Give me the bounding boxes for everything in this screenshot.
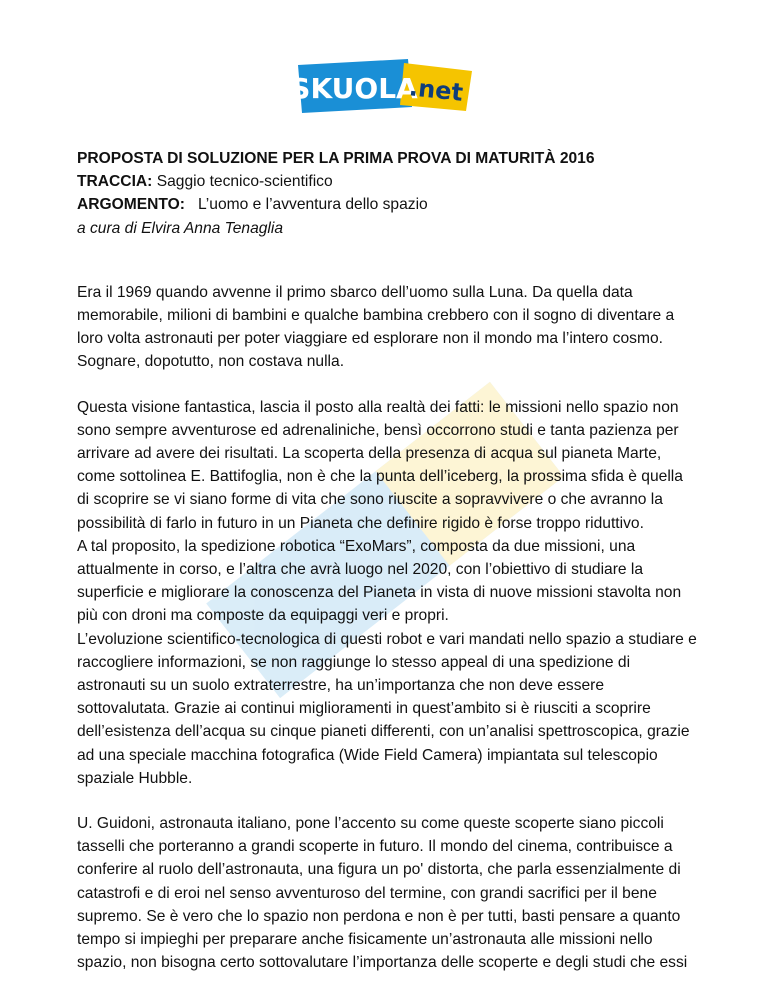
text-line: A tal proposito, la spedizione robotica “ExoMars”, composta da due missioni, una bbox=[77, 537, 636, 555]
traccia-line bbox=[77, 170, 707, 193]
argomento-label: ARGOMENTO: bbox=[77, 196, 185, 214]
argomento-line bbox=[77, 193, 707, 216]
text-line: Era il 1969 quando avvenne il primo sbarco dell’uomo sulla Luna. Da quella data bbox=[77, 283, 633, 301]
document-body bbox=[77, 147, 707, 997]
text-line: spaziale Hubble. bbox=[77, 769, 193, 787]
argomento-value: L’uomo e l’avventura dello spazio bbox=[185, 196, 428, 214]
text-line: dell’esistenza dell’acqua su cinque pianeti differenti, con un’analisi spettroscopica, grazie bbox=[77, 723, 690, 741]
paragraph-2 bbox=[77, 396, 707, 790]
text-line: più con droni ma composte da equipaggi veri e propri. bbox=[77, 607, 449, 625]
text-line: di scoprire se vi siano forme di vita che sono riuscite a sopravvivere o che avranno la bbox=[77, 491, 663, 509]
text-line: attualmente in corso, e l’altra che avrà luogo nel 2020, con l’obiettivo di studiare la bbox=[77, 561, 644, 579]
text-line: Questa visione fantastica, lascia il posto alla realtà dei fatti: le missioni nello spazio non bbox=[77, 398, 679, 416]
text-line: raccogliere informazioni, se non raggiunge lo stesso appeal di una spedizione di bbox=[77, 653, 631, 671]
text-line: Sognare, dopotutto, non costava nulla. bbox=[77, 353, 345, 371]
text-line: astronauti su un suolo extraterrestre, ha un’importanza che non deve essere bbox=[77, 677, 605, 695]
logo-text-net: .net bbox=[407, 73, 465, 107]
skuola-logo bbox=[296, 51, 476, 117]
logo-graphic bbox=[296, 51, 476, 117]
text-line: loro volta astronauti per poter viaggiare ed esplorare non il mondo ma l’intero cosmo. bbox=[77, 330, 663, 348]
text-line: possibilità di farlo in futuro in un Pianeta che definire rigido è forse troppo riduttivo. bbox=[77, 514, 644, 532]
text-line: memorabile, milioni di bambini e qualche bambina crebbero con il sogno di diventare a bbox=[77, 307, 675, 325]
text-line: sono sempre avventurose ed adrenaliniche, bensì occorrono studi e tanta pazienza per bbox=[77, 421, 679, 439]
text-line: arrivare ad avere dei risultati. La scoperta della presenza di acqua sul pianeta Marte, bbox=[77, 445, 662, 463]
text-line: come sottolinea E. Battifoglia, non è che la punta dell’iceberg, la prossima sfida è quella bbox=[77, 468, 683, 486]
text-line: U. Guidoni, astronauta italiano, pone l’accento su come queste scoperte siano piccoli bbox=[77, 815, 664, 833]
document-title: PROPOSTA DI SOLUZIONE PER LA PRIMA PROVA DI MATURITÀ 2016 bbox=[77, 150, 595, 167]
text-line: spazio, non bisogna certo sottovalutare l’importanza delle scoperte e degli studi che essi bbox=[77, 954, 688, 972]
text-line: sottovalutata. Grazie ai continui miglioramenti in quest’ambito si è riusciti a scoprire bbox=[77, 700, 651, 718]
logo-text-skuola: SKUOLA bbox=[296, 72, 418, 105]
traccia-label: TRACCIA: bbox=[77, 173, 153, 191]
text-line: ad una speciale macchina fotografica (Wide Field Camera) impiantata sul telescopio bbox=[77, 746, 658, 764]
text-line: supremo. Se è vero che lo spazio non perdona e non è per tutti, basti pensare a quanto bbox=[77, 907, 681, 925]
paragraph-1 bbox=[77, 281, 707, 374]
traccia-value: Saggio tecnico-scientifico bbox=[152, 173, 333, 191]
author-line: a cura di Elvira Anna Tenaglia bbox=[77, 219, 284, 237]
text-line: superficie e migliorare la conoscenza del Pianeta in vista di nuove missioni stavolta non bbox=[77, 584, 682, 602]
paragraph-3 bbox=[77, 812, 707, 974]
text-line: tempo si impieghi per preparare anche fisicamente un’astronauta alle missioni nello bbox=[77, 931, 653, 949]
text-line: conferire al ruolo dell’astronauta, una figura un po' distorta, che parla essenzialmente di bbox=[77, 861, 681, 879]
text-line: tasselli che porteranno a grandi scoperte in futuro. Il mondo del cinema, contribuisce a bbox=[77, 838, 673, 856]
text-line: catastrofi e di eroi nel senso avventuroso del termine, con grandi sacrifici per il bene bbox=[77, 884, 657, 902]
text-line: L’evoluzione scientifico-tecnologica di questi robot e vari mandati nello spazio a studiare e bbox=[77, 630, 697, 648]
